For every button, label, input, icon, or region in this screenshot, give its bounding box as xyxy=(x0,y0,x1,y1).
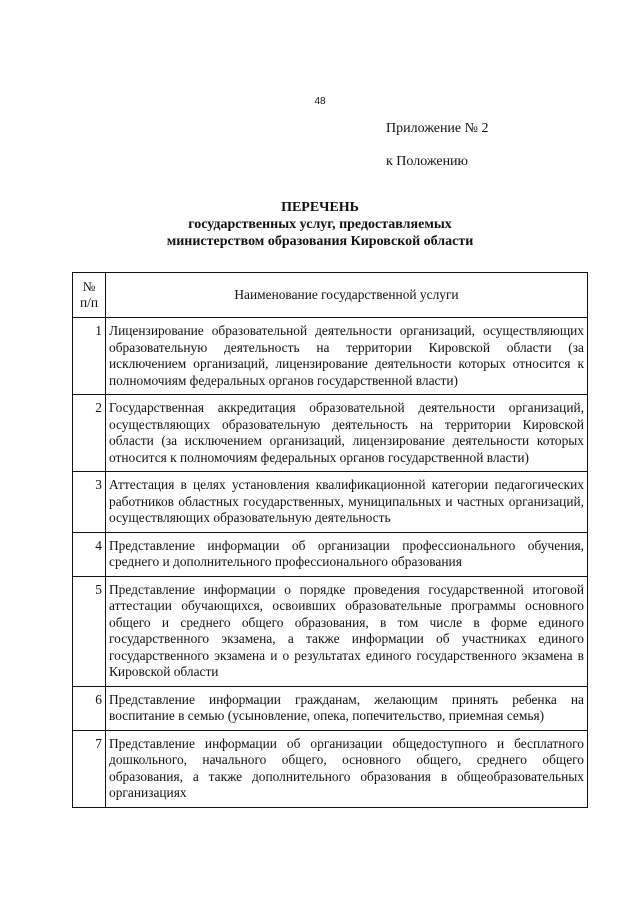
row-number: 4 xyxy=(73,532,106,576)
service-name: Лицензирование образовательной деятельности организаций, осуществляющих образовательную деятельность на территории Кировской области (за исключением организаций, лицензирование деятельности которых относится к полномочиям федеральных органов государственной власти) xyxy=(106,318,588,395)
table-row xyxy=(73,730,588,807)
service-name: Государственная аккредитация образовательной деятельности организаций, осуществляющих образовательную деятельность на территории Кировской области (за исключением организаций, лицензирование деятельности которых относится к полномочиям федеральных органов государственной власти) xyxy=(106,395,588,472)
row-number: 1 xyxy=(73,318,106,395)
service-name: Представление информации о порядке проведения государственной итоговой аттестации обучающихся, освоивших образовательные программы основного общего и среднего общего образования, в том числе в форме единого государственного экзамена, а также информации об участниках единого государственного экзамена и о результатах единого государственного экзамена в Кировской области xyxy=(106,576,588,686)
table-row xyxy=(73,686,588,730)
services-table xyxy=(72,272,588,808)
service-name: Представление информации об организации профессионального обучения, среднего и дополнительного профессионального образования xyxy=(106,532,588,576)
page-number: 48 xyxy=(314,96,326,107)
row-number: 6 xyxy=(73,686,106,730)
title-line-1: ПЕРЕЧЕНЬ xyxy=(281,200,359,215)
row-number: 7 xyxy=(73,730,106,807)
page-bottom-edge xyxy=(0,893,640,905)
row-number: 5 xyxy=(73,576,106,686)
document-title xyxy=(0,199,640,250)
header-number: № п/п xyxy=(73,273,106,318)
table-row xyxy=(73,318,588,395)
service-name: Представление информации об организации общедоступного и бесплатного дошкольного, начального общего, основного общего, среднего общего образования, а также дополнительного образования в общеобразовательных организациях xyxy=(106,730,588,807)
appendix-reference: к Положению xyxy=(386,154,469,169)
table-header-row xyxy=(73,273,588,318)
row-number: 2 xyxy=(73,395,106,472)
appendix-label: Приложение № 2 xyxy=(386,121,489,136)
title-line-3: министерством образования Кировской области xyxy=(166,234,474,249)
header-service-name: Наименование государственной услуги xyxy=(106,273,588,318)
title-line-2: государственных услуг, предоставляемых xyxy=(188,217,452,232)
table-row xyxy=(73,472,588,533)
service-name: Аттестация в целях установления квалификационной категории педагогических работников областных государственных, муниципальных и частных организаций, осуществляющих образовательную деятельность xyxy=(106,472,588,533)
table-row xyxy=(73,395,588,472)
service-name: Представление информации гражданам, желающим принять ребенка на воспитание в семью (усыновление, опека, попечительство, приемная семья) xyxy=(106,686,588,730)
row-number: 3 xyxy=(73,472,106,533)
table-row xyxy=(73,576,588,686)
table-row xyxy=(73,532,588,576)
